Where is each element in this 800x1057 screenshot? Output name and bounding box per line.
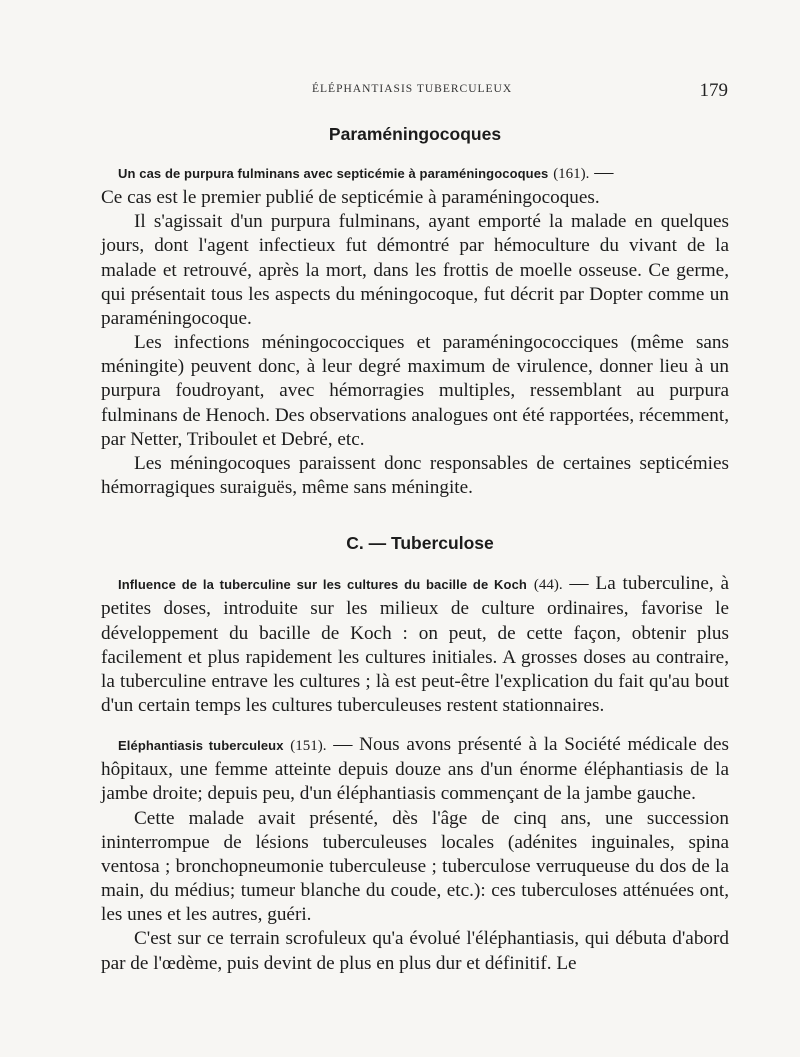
- entry-reference: (151).: [290, 738, 327, 755]
- paragraph: Les méningocoques paraissent donc responsables de certaines septicémies hémorragiques suraiguës, même sans méningite.: [101, 452, 729, 499]
- paragraph: Cette malade avait présenté, dès l'âge de cinq ans, une succession ininterrompue de lésions tuberculeuses locales (adénites inguinales, spina ventosa ; bronchopneumonie tuberculeuse ; tuberculose verruqueuse du dos de la main, du médius; tumeur blanche du coude, etc.): ces tuberculoses atténuées ont, les unes et les autres, guéri.: [101, 807, 729, 926]
- entry-reference: (44).: [533, 577, 563, 594]
- running-title: ÉLÉPHANTIASIS TUBERCULEUX: [312, 83, 513, 95]
- entry-paragraph: [101, 161, 729, 186]
- paragraph: C'est sur ce terrain scrofuleux qu'a évolué l'éléphantiasis, qui débuta d'abord par de l'œdème, puis devint de plus en plus dur et définitif. Le: [101, 928, 729, 974]
- paragraph: Les infections méningococciques et paraméningococciques (même sans méningite) peuvent donc, à leur degré maximum de virulence, donner lieu à un purpura foudroyant, avec hémorragies multiples, ressemblant au purpura fulminans de Henoch. Des observations analogues ont été rapportées, récemment, par Netter, Triboulet et Debré, etc.: [101, 332, 729, 450]
- entry-dash: —: [562, 573, 596, 595]
- page-body: [101, 122, 729, 976]
- running-header: [0, 80, 800, 103]
- entry-dash: —: [589, 162, 614, 183]
- page-number: 179: [699, 80, 728, 101]
- paragraph: Il s'agissait d'un purpura fulminans, ayant emporté la malade en quelques jours, dont l'agent infectieux fut démontré par hémoculture du vivant de la malade et retrouvé, après la mort, dans les frottis de moelle osseuse. Ce germe, qui présentait tous les aspects du méningocoque, fut décrit par Dopter comme un paraméningocoque.: [101, 211, 729, 329]
- paragraph: Ce cas est le premier publié de septicémie à paraméningocoques.: [101, 187, 600, 209]
- entry-text: La tuberculine, à petites doses, introduite sur les milieux de culture ordinaires, favorise le développement du bacille de Koch : on peut, de cette façon, obtenir plus facilement et plus rapidement les cultures initiales. A grosses doses au contraire, la tuberculine entrave les cultures ; là est peut-être l'explication du fait qu'au bout d'un certain temps les cultures tuberculeuses restent stationnaires.: [101, 573, 730, 716]
- entry-title: Eléphantiasis tuberculeux: [118, 738, 284, 754]
- entry-paragraph: [101, 733, 729, 806]
- entry-dash: —: [326, 734, 360, 756]
- entry-text: Nous avons présenté à la Société médicale des hôpitaux, une femme atteinte depuis douze ans d'un énorme éléphantiasis de la jambe droite; depuis peu, d'un éléphantiasis commençant de la jambe gauche.: [101, 734, 729, 805]
- section-heading-tuberculose: C. — Tuberculose: [346, 533, 494, 554]
- entry-paragraph: [101, 572, 729, 718]
- entry-reference: (161).: [553, 166, 590, 182]
- entry-title: Un cas de purpura fulminans avec septicémie à paraméningocoques: [118, 166, 549, 181]
- entry-title: Influence de la tuberculine sur les cultures du bacille de Koch: [118, 577, 527, 593]
- section-heading-parameningocoques: Paraméningocoques: [328, 124, 502, 144]
